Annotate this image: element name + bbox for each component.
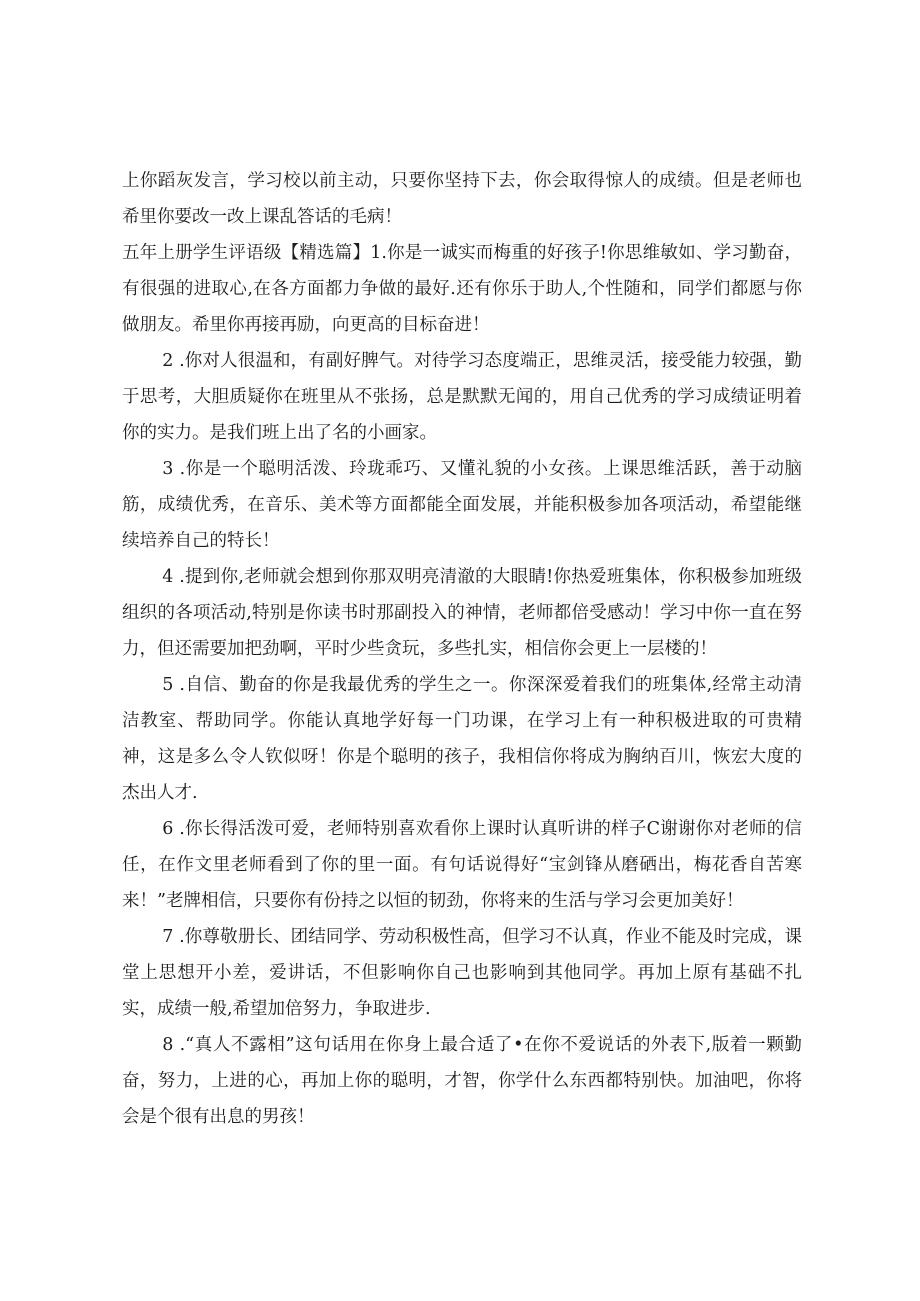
paragraph-comment-7: 7 .你尊敬册长、团结同学、劳动积极性高，但学习不认真，作业不能及时完成，课堂上思想开小差，爱讲话，不但影响你自己也影响到其他同学。再加上原有基础不扎实，成绩一般,希望加倍努力，争取进步. xyxy=(122,927,802,1019)
paragraph-comment-5: 5 .自信、勤奋的你是我最优秀的学生之一。你深深爱着我们的班集体,经常主动清洁教室、帮助同学。你能认真地学好每一门功课，在学习上有一种积极进取的可贵精神，这是多么令人钦似呀！你是个聪明的孩子，我相信你将成为胸纳百川，恢宏大度的杰出人才. xyxy=(122,675,802,803)
paragraph-comment-4: 4 .提到你,老师就会想到你那双明亮清澈的大眼睛!你热爱班集体，你积极参加班级组织的各项活动,特别是你读书时那副投入的神情，老师都倍受感动！学习中你一直在努力，但还需要加把劲啊，平时少些贪玩，多些扎实，相信你会更上一层楼的！ xyxy=(122,567,802,659)
paragraph-comment-3: 3 .你是一个聪明活泼、玲珑乖巧、又懂礼貌的小女孩。上课思维活跃，善于动脑筋，成绩优秀，在音乐、美术等方面都能全面发展，并能积极参加各项活动，希望能继续培养自己的特长！ xyxy=(122,459,802,551)
paragraph-comment-2: 2 .你对人很温和，有副好脾气。对待学习态度端正，思维灵活，接受能力较强，勤于思考，大胆质疑你在班里从不张扬，总是默默无闻的，用自己优秀的学习成绩证明着你的实力。是我们班上出了名的小画家。 xyxy=(122,351,802,443)
paragraph-comment-6: 6 .你长得活泼可爱，老师特别喜欢看你上课时认真听讲的样子C谢谢你对老师的信任，在作文里老师看到了你的里一面。有句话说得好“宝剑锋从磨硒出，梅花香自苦寒来！”老牌相信，只要你有份持之以恒的韧劲，你将来的生活与学习会更加美好！ xyxy=(122,819,802,911)
paragraph-section-title-and-comment-1: 五年上册学生评语级【精选篇】1.你是一诚实而梅重的好孩子!你思维敏如、学习勤奋，有很强的进取心,在各方面都力争做的最好.还有你乐于助人,个性随和，同学们都愿与你做朋友。希里你再接再励，向更高的目标奋进！ xyxy=(122,243,802,335)
paragraph-continuation: 上你蹈灰发言，学习校以前主动，只要你坚持下去，你会取得惊人的成绩。但是老师也希里你要改一改上课乱答话的毛病！ xyxy=(122,171,802,227)
paragraph-comment-8: 8 .“真人不露相”这句话用在你身上最合适了•在你不爱说话的外表下,版着一颗勤奋，努力，上进的心，再加上你的聪明，才智，你学什么东西都特别快。加油吧，你将会是个很有出息的男孩！ xyxy=(122,1035,802,1127)
